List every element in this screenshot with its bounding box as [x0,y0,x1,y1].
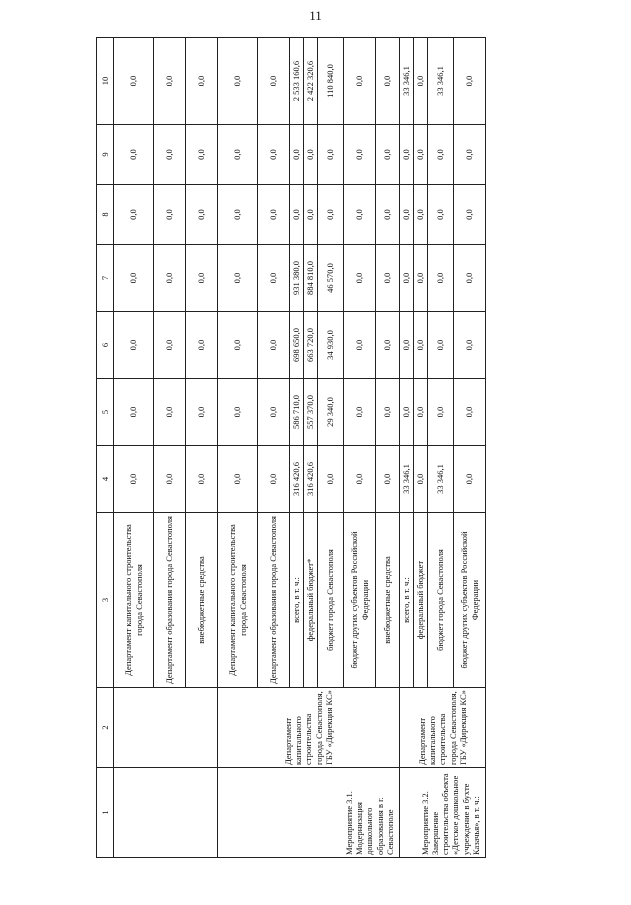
value-cell: 0,0 [376,379,400,446]
value-cell: 0,0 [454,446,486,513]
value-cell: 0,0 [304,125,318,185]
value-cell: 0,0 [400,379,414,446]
value-cell: 0,0 [114,185,154,245]
value-cell: 0,0 [414,312,428,379]
value-cell: 0,0 [290,185,304,245]
value-cell: 0,0 [428,379,454,446]
value-cell: 0,0 [218,379,258,446]
value-cell: 0,0 [414,38,428,125]
source-cell: федеральный бюджет* [304,513,318,688]
value-cell: 33 346,1 [400,446,414,513]
value-cell: 0,0 [318,446,344,513]
value-cell: 34 930,0 [318,312,344,379]
value-cell: 0,0 [186,379,218,446]
value-cell: 0,0 [376,125,400,185]
value-cell: 0,0 [428,185,454,245]
value-cell: 0,0 [454,38,486,125]
value-cell: 0,0 [454,125,486,185]
source-cell: бюджет города Севастополя [318,513,344,688]
source-cell: Департамент капитального строительства города Севастополя [218,513,258,688]
value-cell: 2 422 320,6 [304,38,318,125]
value-cell: 0,0 [344,245,376,312]
value-cell: 0,0 [376,185,400,245]
measure-cell: Мероприятие 3.2. Завершение строительства объекта «Детское дошкольное учреждение в бухте Казачья», в т. ч.: [400,768,486,858]
value-cell: 33 346,1 [400,38,414,125]
value-cell: 0,0 [186,245,218,312]
value-cell: 0,0 [318,125,344,185]
value-cell: 0,0 [218,245,258,312]
value-cell: 0,0 [114,446,154,513]
value-cell: 0,0 [154,185,186,245]
value-cell: 0,0 [414,379,428,446]
value-cell: 0,0 [344,38,376,125]
value-cell: 0,0 [218,446,258,513]
value-cell: 0,0 [218,312,258,379]
value-cell: 0,0 [258,125,290,185]
executor-cell: Департамент капитального строительства города Севастополя, ГБУ «Дирекция КС» [218,688,400,768]
value-cell: 0,0 [154,379,186,446]
empty-cell [114,768,218,858]
budget-table [96,37,486,858]
value-cell: 0,0 [428,312,454,379]
source-cell: внебюджетные средства [376,513,400,688]
value-cell: 0,0 [318,185,344,245]
header-cell: 2 [97,688,114,768]
table-row [114,38,154,858]
header-cell: 5 [97,379,114,446]
value-cell: 0,0 [258,185,290,245]
header-cell: 7 [97,245,114,312]
value-cell: 0,0 [400,312,414,379]
value-cell: 0,0 [114,312,154,379]
table-row [400,38,414,858]
value-cell: 0,0 [114,125,154,185]
header-cell: 6 [97,312,114,379]
header-cell: 8 [97,185,114,245]
value-cell: 316 420,6 [290,446,304,513]
value-cell: 0,0 [414,245,428,312]
executor-cell: Департамент капитального строительства города Севастополя, ГБУ «Дирекция КС» [400,688,486,768]
value-cell: 0,0 [344,379,376,446]
value-cell: 33 346,1 [428,38,454,125]
value-cell: 0,0 [414,446,428,513]
measure-cell: Мероприятие 3.1. Модернизация дошкольного образования в г. Севастополе [218,768,400,858]
value-cell: 586 710,0 [290,379,304,446]
value-cell: 0,0 [428,245,454,312]
empty-cell [114,688,218,768]
table-header-row [97,38,114,858]
value-cell: 0,0 [186,312,218,379]
value-cell: 33 346,1 [428,446,454,513]
value-cell: 0,0 [376,38,400,125]
value-cell: 0,0 [400,245,414,312]
header-cell: 3 [97,513,114,688]
page-number: 11 [309,8,322,23]
source-cell: бюджет других субъектов Российской Федерации [454,513,486,688]
value-cell: 0,0 [218,38,258,125]
value-cell: 0,0 [304,185,318,245]
source-cell: всего, в т. ч.: [400,513,414,688]
value-cell: 0,0 [186,185,218,245]
header-cell: 4 [97,446,114,513]
value-cell: 0,0 [344,446,376,513]
value-cell: 0,0 [376,312,400,379]
value-cell: 0,0 [186,125,218,185]
value-cell: 0,0 [154,125,186,185]
source-cell: бюджет города Севастополя [428,513,454,688]
header-cell: 10 [97,38,114,125]
value-cell: 0,0 [154,312,186,379]
header-cell: 1 [97,768,114,858]
value-cell: 0,0 [218,185,258,245]
value-cell: 0,0 [454,379,486,446]
value-cell: 0,0 [454,312,486,379]
table-row [218,38,258,858]
value-cell: 0,0 [428,125,454,185]
value-cell: 0,0 [258,312,290,379]
value-cell: 0,0 [154,446,186,513]
value-cell: 698 650,0 [290,312,304,379]
rotated-table-wrapper [96,38,511,858]
value-cell: 0,0 [186,38,218,125]
value-cell: 0,0 [344,312,376,379]
value-cell: 0,0 [114,379,154,446]
value-cell: 316 420,6 [304,446,318,513]
value-cell: 0,0 [400,125,414,185]
header-cell: 9 [97,125,114,185]
value-cell: 46 570,0 [318,245,344,312]
value-cell: 931 380,0 [290,245,304,312]
value-cell: 0,0 [258,379,290,446]
value-cell: 0,0 [114,245,154,312]
value-cell: 0,0 [344,185,376,245]
value-cell: 0,0 [258,38,290,125]
source-cell: Департамент капитального строительства города Севастополя [114,513,154,688]
value-cell: 0,0 [186,446,218,513]
value-cell: 0,0 [154,38,186,125]
value-cell: 0,0 [114,38,154,125]
value-cell: 110 840,0 [318,38,344,125]
source-cell: бюджет других субъектов Российской Федерации [344,513,376,688]
value-cell: 0,0 [376,446,400,513]
value-cell: 0,0 [258,245,290,312]
value-cell: 0,0 [258,446,290,513]
value-cell: 29 340,0 [318,379,344,446]
value-cell: 0,0 [154,245,186,312]
source-cell: федеральный бюджет [414,513,428,688]
value-cell: 0,0 [344,125,376,185]
source-cell: Департамент образования города Севастополя [154,513,186,688]
value-cell: 0,0 [414,125,428,185]
value-cell: 0,0 [414,185,428,245]
value-cell: 2 533 160,6 [290,38,304,125]
source-cell: всего, в т. ч.: [290,513,304,688]
value-cell: 557 370,0 [304,379,318,446]
source-cell: внебюджетные средства [186,513,218,688]
value-cell: 0,0 [400,185,414,245]
source-cell: Департамент образования города Севастополя [258,513,290,688]
value-cell: 0,0 [376,245,400,312]
value-cell: 0,0 [218,125,258,185]
value-cell: 884 810,0 [304,245,318,312]
value-cell: 0,0 [290,125,304,185]
value-cell: 663 720,0 [304,312,318,379]
value-cell: 0,0 [454,185,486,245]
value-cell: 0,0 [454,245,486,312]
